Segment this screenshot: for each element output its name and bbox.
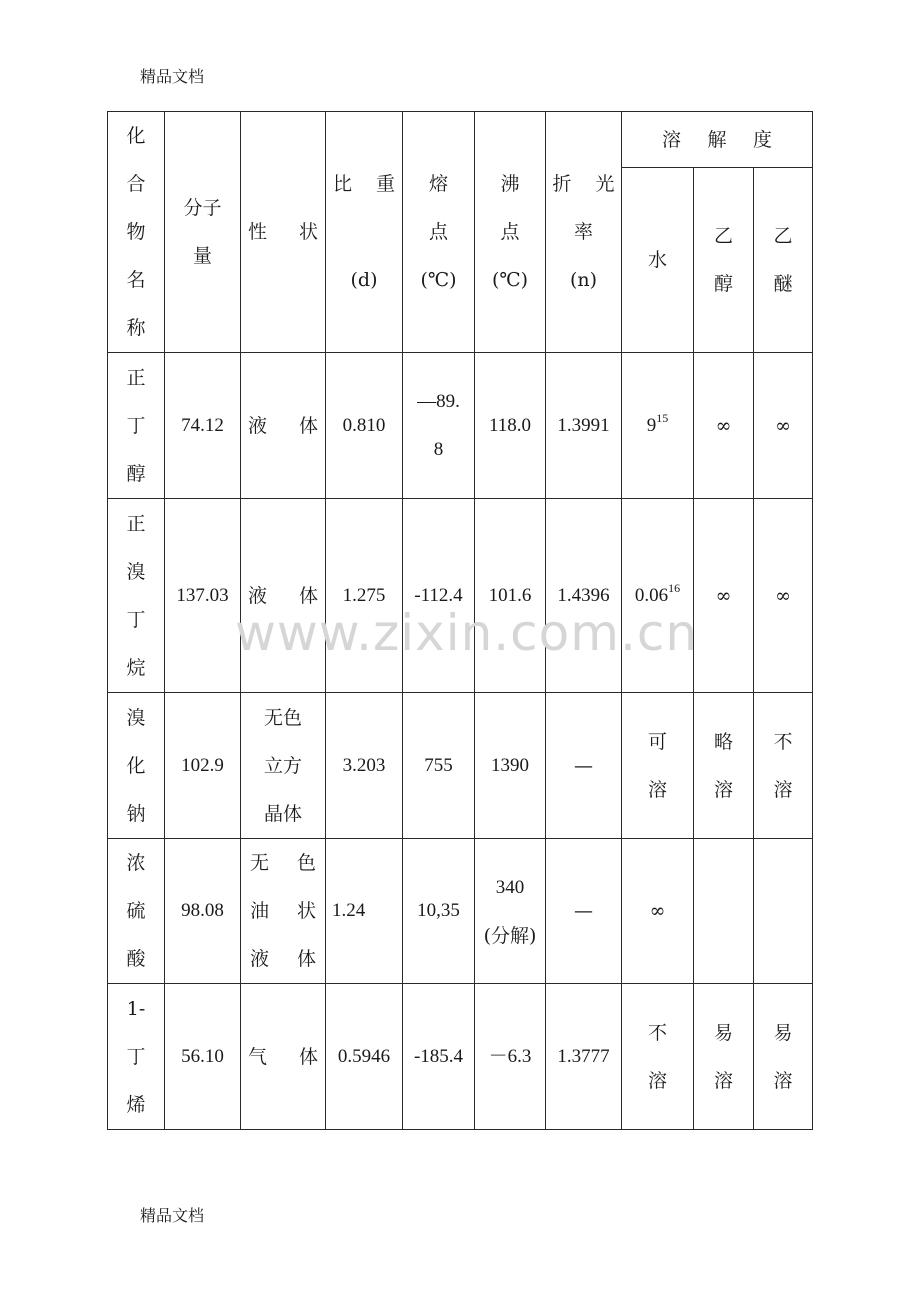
cell-ether: ∞ [754, 353, 813, 499]
header-ethanol [694, 168, 754, 353]
cell-ethanol [694, 839, 754, 984]
cell-refr: 1.3777 [546, 984, 622, 1130]
cell-state: 液 体 [248, 584, 318, 607]
header-water [622, 168, 694, 353]
header-boiling-point [475, 112, 546, 353]
cell-mw: 102.9 [165, 693, 241, 839]
cell-bp: 101.6 [475, 499, 546, 693]
table-row [108, 693, 813, 839]
cell-mp: 755 [403, 693, 475, 839]
header-mp-unit: (℃) [420, 269, 457, 291]
page-footer-label: 精品文档 [140, 1206, 205, 1225]
cell-bp: 1390 [475, 693, 546, 839]
header-refr-text2: 率 [573, 221, 593, 243]
cell-density: 0.810 [326, 353, 403, 499]
cell-refr: 1.4396 [546, 499, 622, 693]
cell-name: 1-丁烯 [126, 997, 146, 1116]
header-state-text: 性 状 [248, 221, 318, 243]
header-refr-text: 折 光 [552, 173, 615, 195]
cell-density: 0.5946 [326, 984, 403, 1130]
header-density [326, 112, 403, 353]
cell-mw: 56.10 [165, 984, 241, 1130]
cell-mw: 98.08 [165, 839, 241, 984]
cell-ether: ∞ [754, 499, 813, 693]
cell-water-value: 9 [646, 414, 657, 436]
cell-bp [475, 839, 546, 984]
header-state [241, 112, 326, 353]
cell-water-sup: 16 [668, 580, 681, 595]
cell-mp: -185.4 [403, 984, 475, 1130]
cell-water-sup: 15 [656, 410, 669, 425]
header-solubility-text: 溶 解 度 [662, 128, 772, 151]
cell-density: 3.203 [326, 693, 403, 839]
cell-ethanol: 略溶 [713, 730, 733, 801]
cell-ether [754, 839, 813, 984]
header-melting-point [403, 112, 475, 353]
header-refractive-index [546, 112, 622, 353]
cell-ethanol: ∞ [694, 499, 754, 693]
cell-ethanol: 易溶 [713, 1021, 733, 1092]
header-molecular-weight [165, 112, 241, 353]
cell-mw: 137.03 [165, 499, 241, 693]
page-header-label: 精品文档 [140, 67, 205, 86]
cell-water [622, 353, 694, 499]
cell-water: 不溶 [647, 1021, 667, 1092]
header-refr-unit: (n) [569, 269, 598, 291]
header-density-unit: (d) [350, 269, 378, 291]
cell-bp: 118.0 [475, 353, 546, 499]
cell-water-value: 0.06 [634, 584, 669, 606]
header-compound-name [108, 112, 165, 353]
cell-water [622, 499, 694, 693]
header-ethanol-text: 乙醇 [713, 225, 733, 295]
header-solubility [622, 112, 813, 168]
cell-name: 正溴丁烷 [126, 512, 146, 679]
header-ether-text: 乙醚 [773, 225, 793, 295]
table-row [108, 353, 813, 499]
cell-water: ∞ [622, 839, 694, 984]
cell-ether: 易溶 [773, 1021, 793, 1092]
cell-state: 无 色 油 状 液体 [250, 852, 316, 970]
cell-bp-note: (分解) [483, 924, 537, 947]
cell-name: 溴化钠 [126, 706, 146, 825]
header-ether [754, 168, 813, 353]
cell-bp: －6.3 [475, 984, 546, 1130]
cell-density: 1.24 [326, 839, 403, 984]
cell-state: 液 体 [248, 414, 318, 437]
cell-bp-value: 340 [495, 876, 525, 898]
cell-density: 1.275 [326, 499, 403, 693]
cell-refr: — [546, 839, 622, 984]
cell-state: 气 体 [248, 1045, 318, 1068]
cell-refr: — [546, 693, 622, 839]
cell-name: 浓硫酸 [126, 852, 146, 970]
header-bp-text: 沸点 [500, 173, 520, 243]
cell-state: 无色立方晶体 [263, 706, 302, 825]
cell-mp: 10,35 [403, 839, 475, 984]
table-row [108, 984, 813, 1130]
cell-mw: 74.12 [165, 353, 241, 499]
header-bp-unit: (℃) [491, 269, 529, 291]
cell-water: 可溶 [647, 730, 667, 801]
watermark-text: www.zixin.com.cn [235, 604, 699, 662]
table-row [108, 499, 813, 693]
header-water-text: 水 [647, 249, 667, 271]
cell-ether: 不溶 [773, 730, 793, 801]
cell-name: 正丁醇 [126, 366, 146, 485]
header-density-text: 比 重 [333, 173, 395, 195]
cell-mp: -112.4 [403, 499, 475, 693]
header-mw-text: 分子量 [183, 197, 222, 267]
cell-refr: 1.3991 [546, 353, 622, 499]
header-name-text: 化合物名称 [126, 125, 146, 339]
table-row [108, 839, 813, 984]
cell-mp: —89.8 [417, 390, 460, 460]
cell-ethanol: ∞ [694, 353, 754, 499]
header-mp-text: 熔点 [428, 173, 448, 243]
